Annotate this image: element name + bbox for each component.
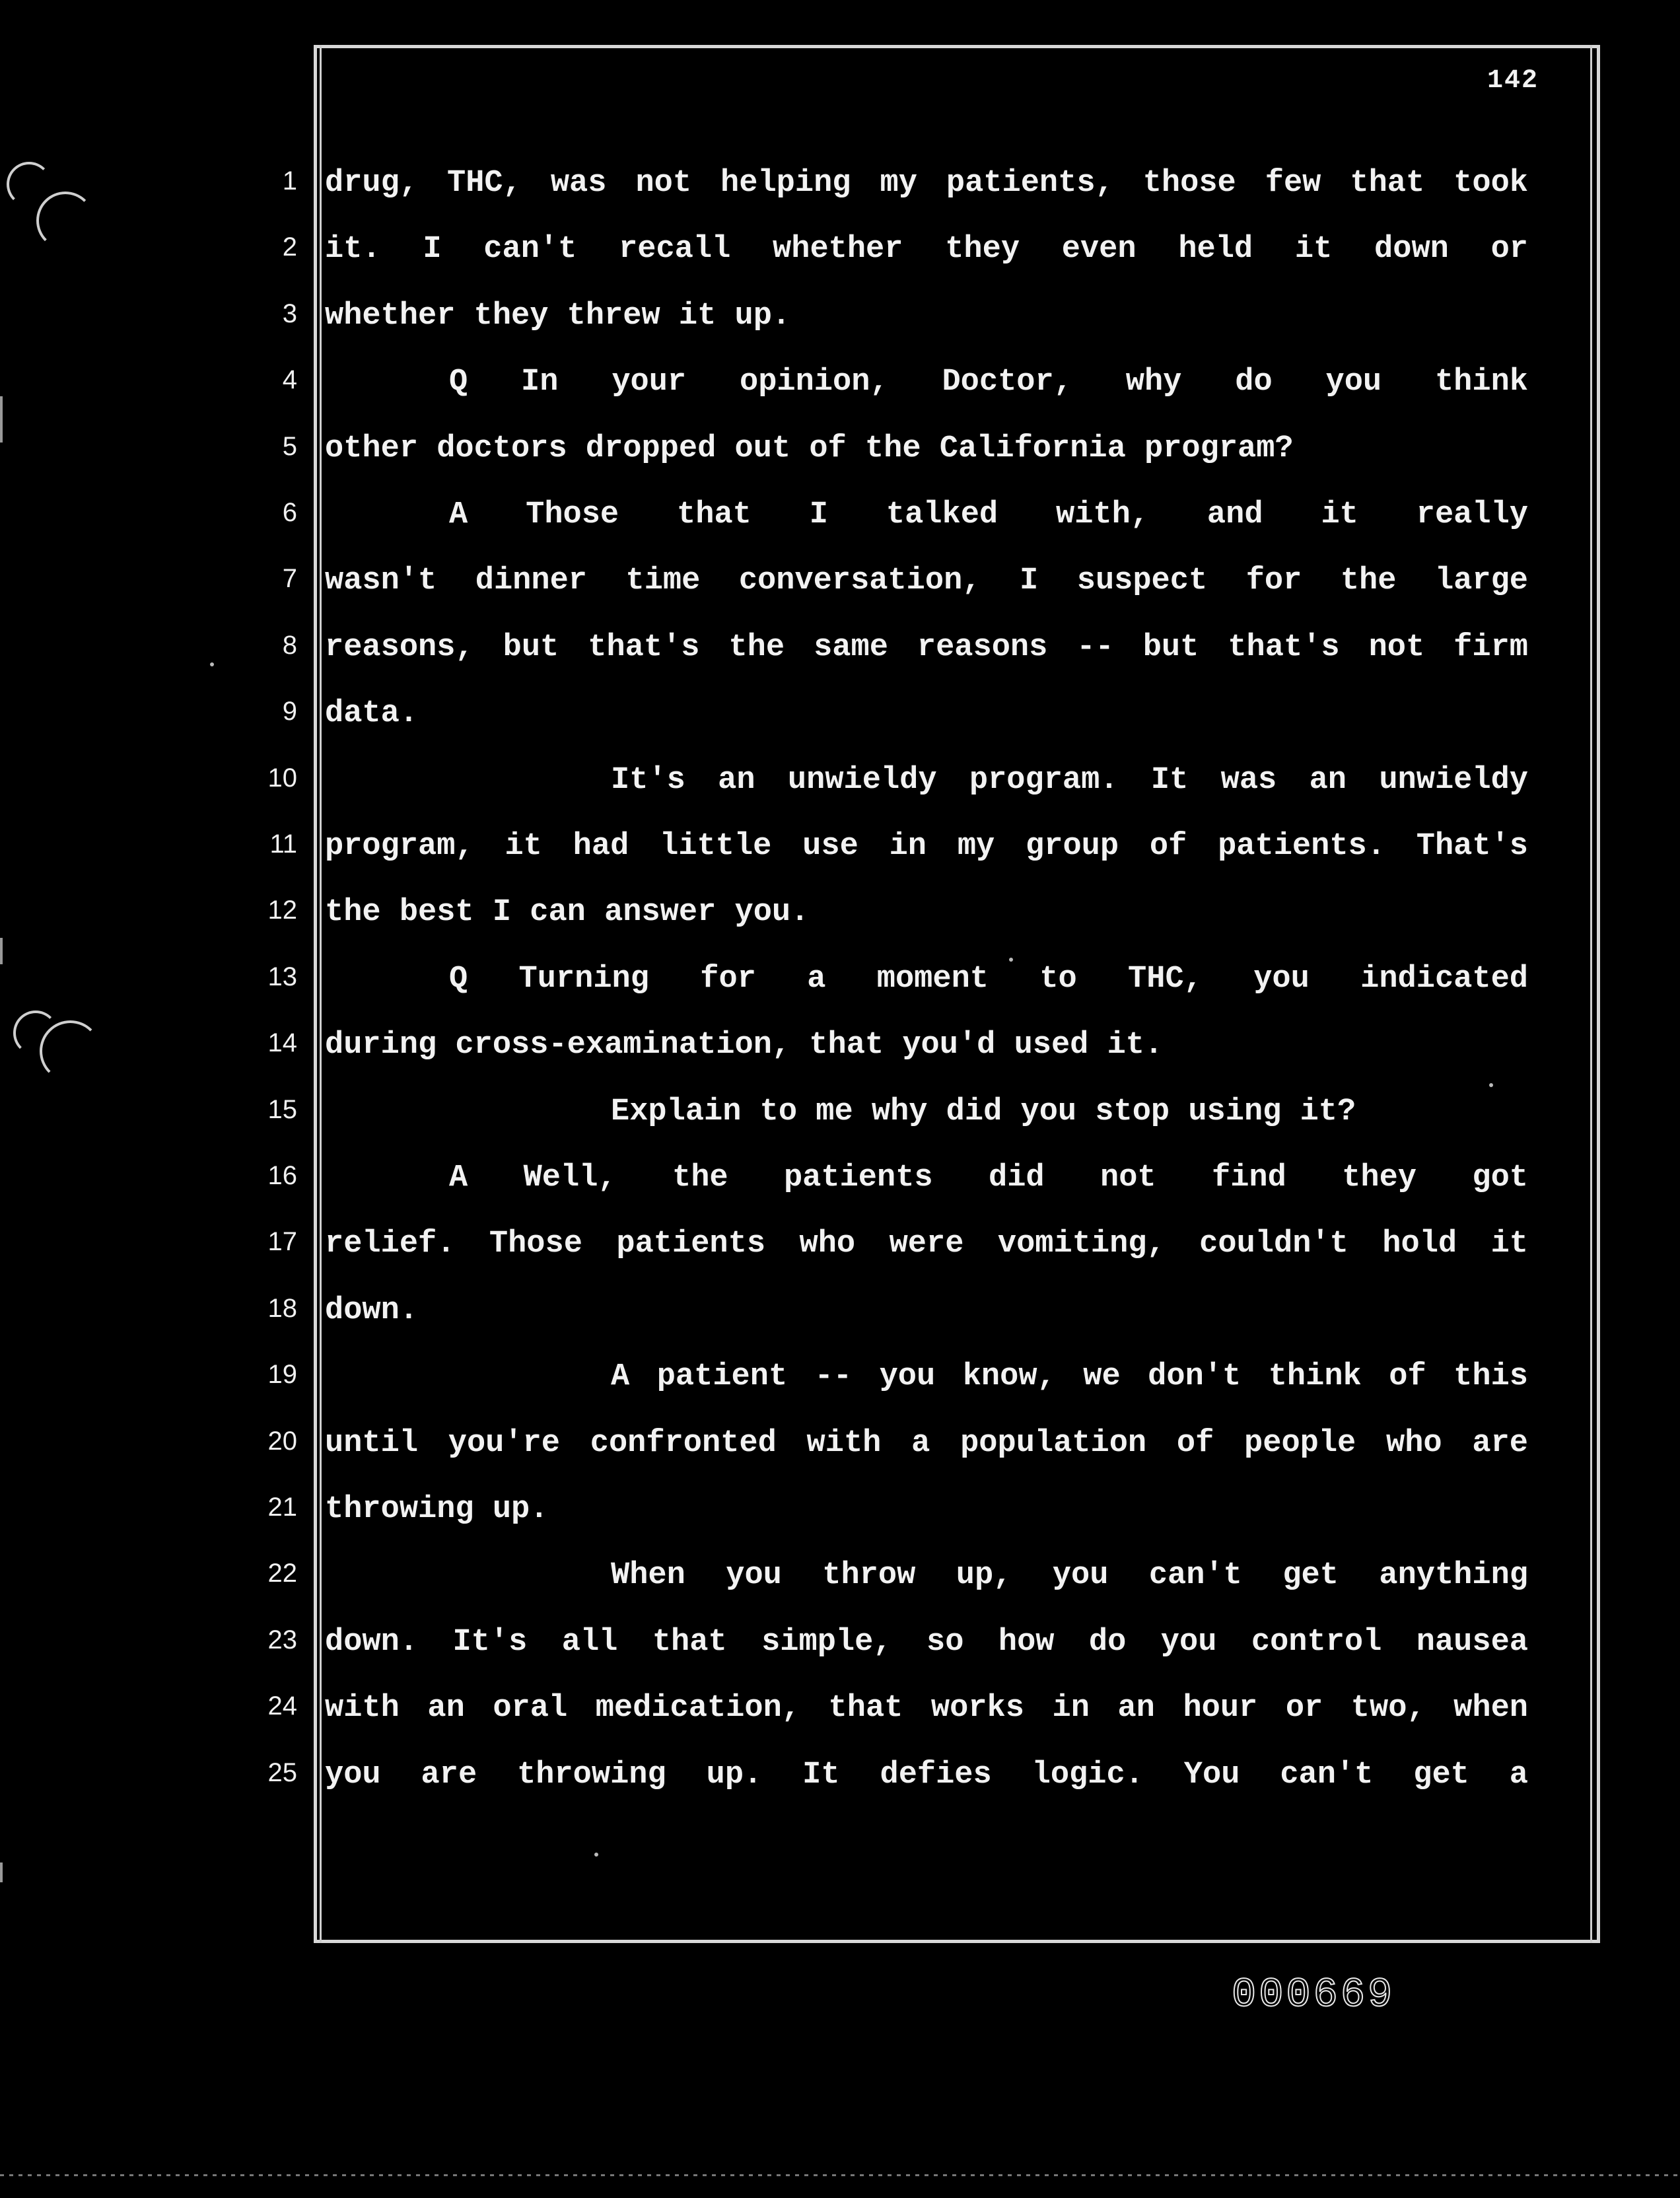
line-number: 25 (267, 1757, 297, 1787)
line-number: 8 (282, 630, 297, 660)
line-text: it. I can't recall whether they even held it down or (325, 232, 1528, 267)
transcript-line (0, 1291, 1680, 1331)
line-number: 23 (267, 1625, 297, 1654)
line-text: you are throwing up. It defies logic. You can't get a (325, 1757, 1528, 1792)
line-number: 19 (267, 1360, 297, 1390)
transcript-line (0, 561, 1680, 601)
transcript-line (0, 761, 1680, 800)
transcript-line (0, 628, 1680, 668)
transcript-line (0, 1026, 1680, 1065)
transcript-line (0, 694, 1680, 734)
transcript-line (0, 363, 1680, 402)
line-text: down. (325, 1293, 419, 1328)
line-number: 21 (267, 1493, 297, 1522)
page-number: 142 (1487, 66, 1539, 96)
line-text: other doctors dropped out of the California program? (325, 431, 1294, 466)
line-number: 5 (282, 431, 297, 461)
line-text: A patient -- you know, we don't think of this (611, 1359, 1528, 1395)
transcript-line (0, 1158, 1680, 1198)
line-text: relief. Those patients who were vomiting, couldn't hold it (325, 1226, 1528, 1262)
scan-edge-mark (0, 938, 3, 964)
transcript-line (0, 495, 1680, 535)
line-text: wasn't dinner time conversation, I suspect for the large (325, 563, 1528, 599)
line-text: Explain to me why did you stop using it? (611, 1094, 1356, 1129)
line-number: 9 (282, 697, 297, 727)
transcript-line (0, 1490, 1680, 1530)
line-number: 18 (267, 1293, 297, 1323)
line-text: the best I can answer you. (325, 895, 810, 931)
line-number: 24 (267, 1691, 297, 1721)
transcript-line (0, 1689, 1680, 1728)
line-number: 14 (267, 1028, 297, 1058)
line-number: 12 (267, 896, 297, 925)
line-number: 7 (282, 564, 297, 594)
punch-hole-top-2 (36, 192, 94, 250)
transcript-line (0, 1424, 1680, 1464)
transcript-line (0, 1623, 1680, 1662)
line-text: program, it had little use in my group of patients. That's (325, 829, 1528, 864)
transcript-line (0, 1224, 1680, 1264)
transcript-line (0, 429, 1680, 469)
scan-speck (1489, 1083, 1493, 1087)
line-text: A Well, the patients did not find they got (449, 1160, 1528, 1195)
line-number: 15 (267, 1094, 297, 1124)
scan-bottom-edge (0, 2174, 1680, 2176)
punch-hole-middle-2 (40, 1020, 101, 1082)
scan-edge-mark (0, 396, 3, 443)
line-text: When you throw up, you can't get anything (611, 1558, 1528, 1594)
transcript-line (0, 1556, 1680, 1596)
line-text: whether they threw it up. (325, 298, 791, 334)
transcript-line (0, 1357, 1680, 1397)
line-number: 22 (267, 1559, 297, 1588)
line-number: 17 (267, 1227, 297, 1257)
line-text: until you're confronted with a population of people who are (325, 1425, 1528, 1461)
transcript-line (0, 164, 1680, 203)
scan-speck (210, 662, 214, 666)
bates-number: 000669 (1232, 1971, 1395, 2018)
line-number: 20 (267, 1426, 297, 1456)
transcript-line (0, 297, 1680, 336)
transcript-line (0, 827, 1680, 867)
line-text: during cross-examination, that you'd used it. (325, 1028, 1164, 1063)
line-text: It's an unwieldy program. It was an unwieldy (611, 762, 1528, 798)
line-number: 3 (282, 299, 297, 328)
transcript-line (0, 1092, 1680, 1132)
line-text: A Those that I talked with, and it really (449, 497, 1528, 532)
line-text: drug, THC, was not helping my patients, those few that took (325, 166, 1528, 201)
transcript-line (0, 960, 1680, 999)
line-text: with an oral medication, that works in an hour or two, when (325, 1691, 1528, 1726)
scan-speck (1009, 958, 1013, 962)
line-number: 11 (269, 830, 297, 859)
line-number: 1 (282, 166, 297, 195)
transcript-line (0, 1755, 1680, 1795)
line-text: data. (325, 696, 419, 732)
line-number: 4 (282, 365, 297, 395)
line-number: 2 (282, 232, 297, 262)
line-text: reasons, but that's the same reasons -- but that's not firm (325, 629, 1528, 665)
line-number: 10 (267, 763, 297, 793)
transcript-line (0, 230, 1680, 269)
transcript-line (0, 893, 1680, 933)
line-text: throwing up. (325, 1492, 549, 1527)
line-text: down. It's all that simple, so how do you control nausea (325, 1624, 1528, 1660)
line-text: Q Turning for a moment to THC, you indicated (449, 961, 1528, 997)
scan-edge-mark (0, 1862, 3, 1882)
line-number: 13 (267, 962, 297, 991)
line-number: 6 (282, 498, 297, 527)
line-number: 16 (267, 1161, 297, 1190)
scan-speck (594, 1853, 598, 1857)
line-text: Q In your opinion, Doctor, why do you think (449, 365, 1528, 400)
